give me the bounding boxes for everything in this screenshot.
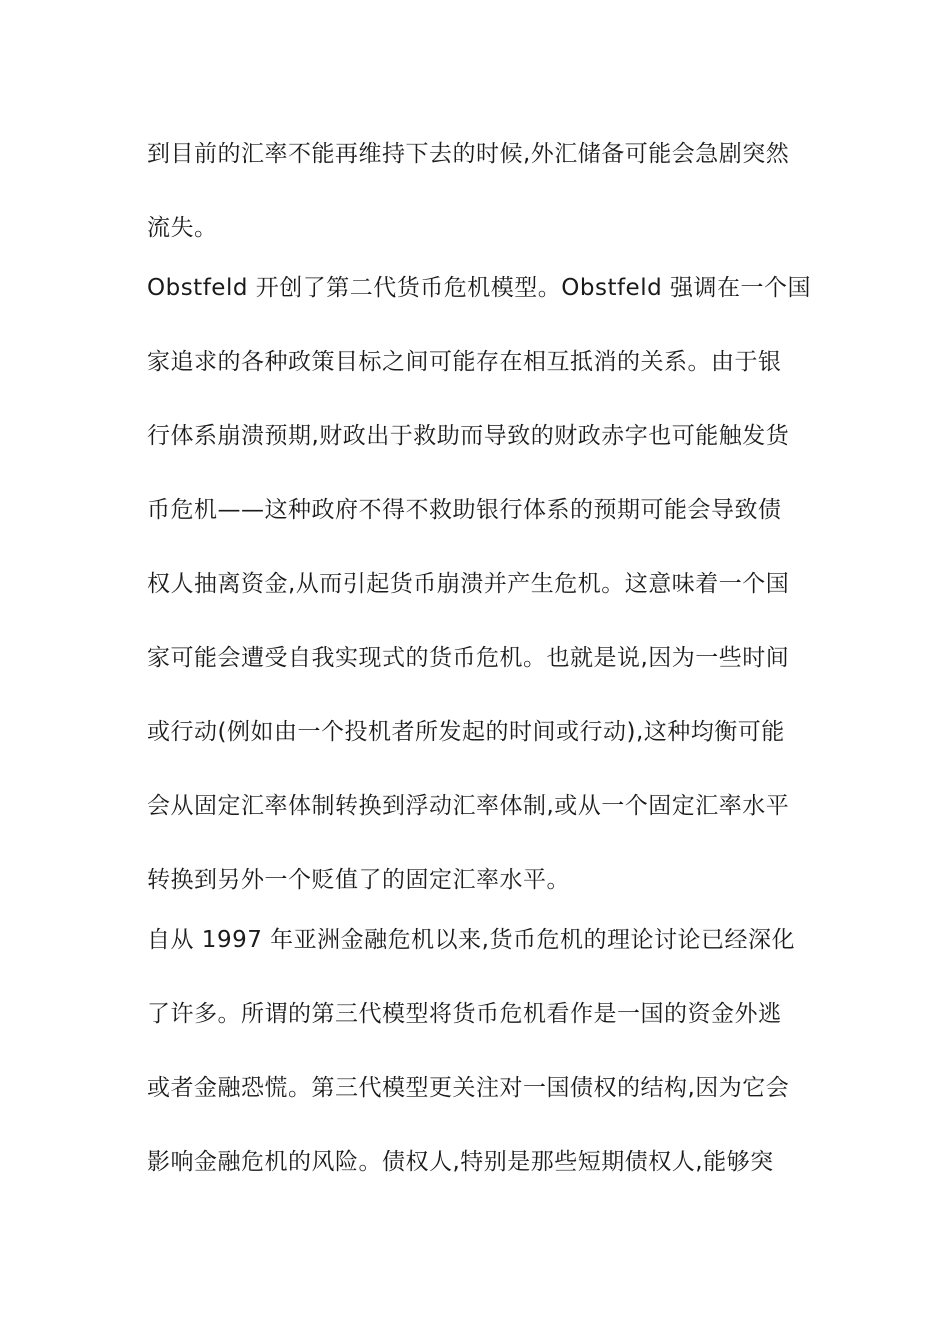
text-line: 影响金融危机的风险。债权人,特别是那些短期债权人,能够突 — [147, 1149, 774, 1175]
text-line: 币危机——这种政府不得不救助银行体系的预期可能会导致债 — [147, 497, 782, 523]
text-line: 行体系崩溃预期,财政出于救助而导致的财政赤字也可能触发货 — [147, 423, 790, 449]
text-line: 自从 1997 年亚洲金融危机以来,货币危机的理论讨论已经深化 — [147, 927, 795, 953]
text-line: 流失。 — [147, 215, 218, 241]
text-line: Obstfeld 开创了第二代货币危机模型。Obstfeld 强调在一个国 — [147, 275, 811, 301]
text-line: 权人抽离资金,从而引起货币崩溃并产生危机。这意味着一个国 — [147, 571, 790, 597]
text-line: 或者金融恐慌。第三代模型更关注对一国债权的结构,因为它会 — [147, 1075, 790, 1101]
text-line: 会从固定汇率体制转换到浮动汇率体制,或从一个固定汇率水平 — [147, 793, 790, 819]
text-line: 到目前的汇率不能再维持下去的时候,外汇储备可能会急剧突然 — [147, 141, 790, 167]
text-line: 转换到另外一个贬值了的固定汇率水平。 — [147, 867, 570, 893]
text-line: 家追求的各种政策目标之间可能存在相互抵消的关系。由于银 — [147, 349, 782, 375]
body-text — [147, 124, 811, 1206]
text-line: 家可能会遭受自我实现式的货币危机。也就是说,因为一些时间 — [147, 645, 790, 671]
text-line: 或行动(例如由一个投机者所发起的时间或行动),这种均衡可能 — [147, 719, 785, 745]
text-line: 了许多。所谓的第三代模型将货币危机看作是一国的资金外逃 — [147, 1001, 782, 1027]
